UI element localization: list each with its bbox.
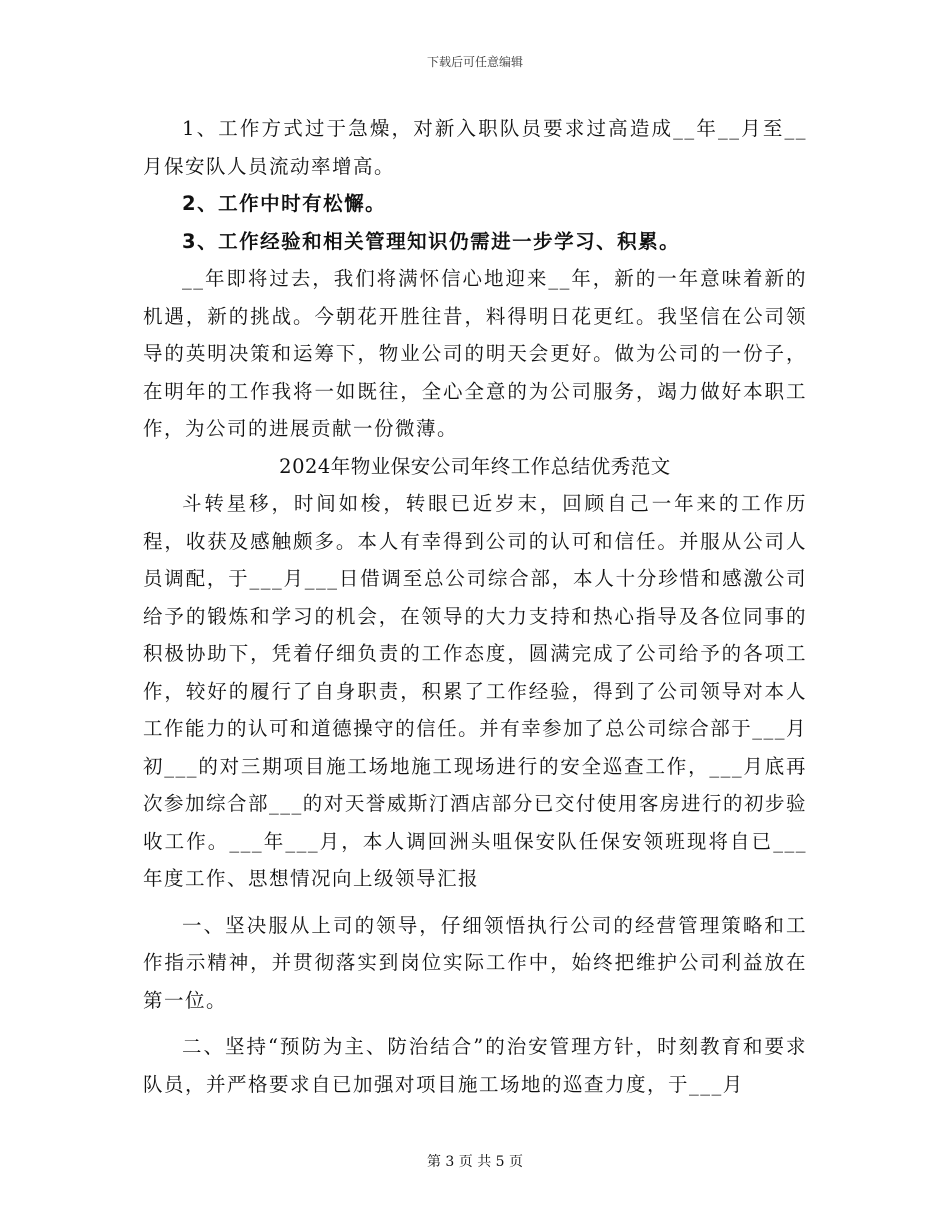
section-title: 2024年物业保安公司年终工作总结优秀范文 [279, 454, 671, 478]
document-body [143, 110, 807, 1103]
paragraph-intro: 斗转星移，时间如梭，转眼已近岁末，回顾自己一年来的工作历程，收获及感触颇多。本人有幸得到公司的认可和信任。并服从公司人员调配，于___月___日借调至总公司综合部，本人十分珍惜和感激公司给予的锻炼和学习的机会，在领导的大力支持和热心指导及各位同事的积极协助下，凭着仔细负责的工作态度，圆满完成了公司给予的各项工作，较好的履行了自身职责，积累了工作经验，得到了公司领导对本人工作能力的认可和道德操守的信任。并有幸参加了总公司综合部于___月初___的对三期项目施工场地施工现场进行的安全巡查工作，___月底再次参加综合部___的对天誉威斯汀酒店部分已交付使用客房进行的初步验收工作。___年___月，本人调回洲头咀保安队任保安领班现将自已___年度工作、思想情况向上级领导汇报 [143, 492, 807, 890]
paragraph-outlook: __年即将过去，我们将满怀信心地迎来__年，新的一年意味着新的机遇，新的挑战。今朝花开胜往昔，料得明日花更红。我坚信在公司领导的英明决策和运筹下，物业公司的明天会更好。做为公司的一份子，在明年的工作我将一如既往，全心全意的为公司服务，竭力做好本职工作，为公司的进展贡献一份微薄。 [143, 267, 807, 440]
page-footer: 第 3 页 共 5 页 [426, 1154, 524, 1170]
paragraph-issue-2: 2、工作中时有松懈。 [182, 192, 387, 215]
paragraph-point-1: 一、坚决服从上司的领导，仔细领悟执行公司的经营管理策略和工作指示精神，并贯彻落实到岗位实际工作中，始终把维护公司利益放在第一位。 [143, 913, 807, 1012]
page-header: 下载后可任意编辑 [426, 55, 523, 69]
paragraph-issue-1: 1、工作方式过于急燥，对新入职队员要求过高造成__年__月至__月保安队人员流动率增高。 [143, 117, 807, 178]
paragraph-issue-3: 3、工作经验和相关管理知识仍需进一步学习、积累。 [182, 229, 681, 253]
paragraph-point-2: 二、坚持“预防为主、防治结合”的治安管理方针，时刻教育和要求队员，并严格要求自已加强对项目施工场地的巡查力度，于___月 [143, 1035, 807, 1096]
